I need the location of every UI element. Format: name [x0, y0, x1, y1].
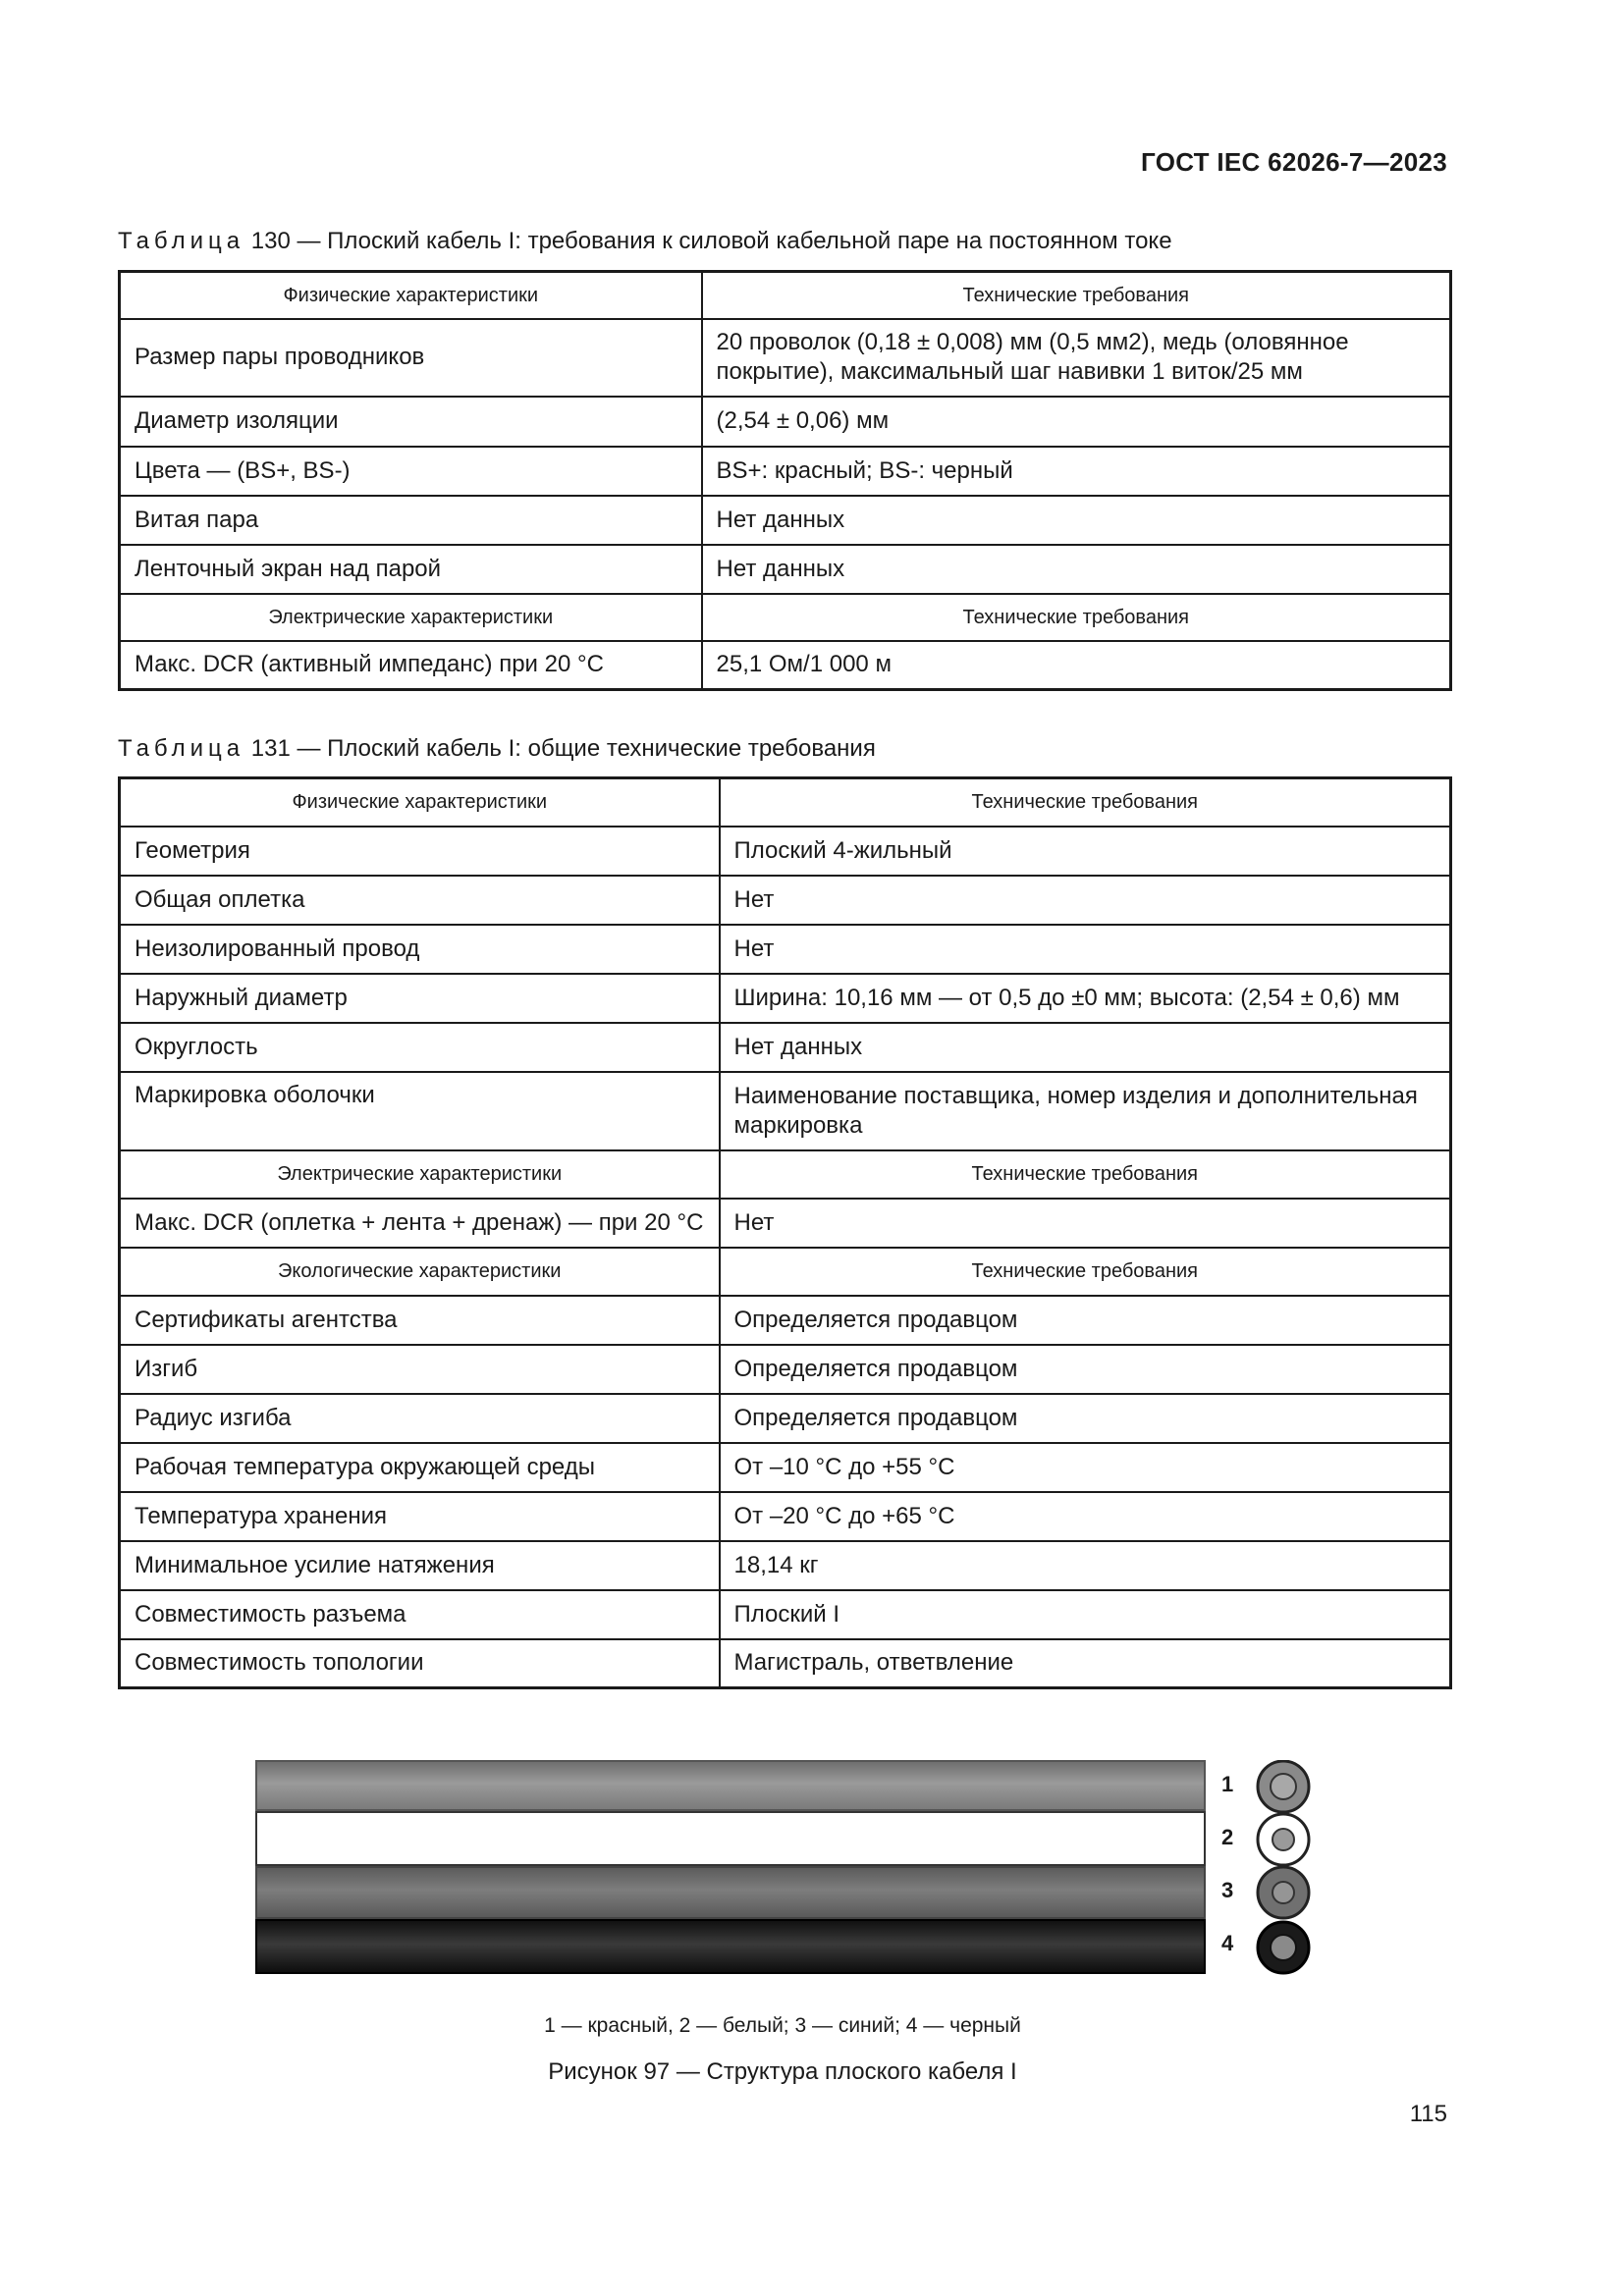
wire-4-cross-section-icon	[1258, 1922, 1309, 1973]
table-cell-name: Витая пара	[120, 496, 702, 545]
table-row	[120, 545, 1451, 594]
table-131-caption	[118, 735, 876, 763]
table-header-cell: Экологические характеристики	[120, 1248, 720, 1296]
table-header-cell: Технические требования	[720, 1248, 1451, 1296]
table-cell-name: Наружный диаметр	[120, 974, 720, 1023]
table-cell-value: Определяется продавцом	[720, 1394, 1451, 1443]
wire-3-stripe	[255, 1866, 1206, 1919]
table-cell-name: Радиус изгиба	[120, 1394, 720, 1443]
table-131-caption-label: Таблица	[118, 735, 245, 762]
table-row	[120, 1492, 1451, 1541]
table-131-subheader-row	[120, 1150, 1451, 1199]
table-cell-name: Геометрия	[120, 827, 720, 876]
table-cell-value: Плоский I	[720, 1590, 1451, 1639]
table-header-cell: Электрические характеристики	[120, 594, 702, 641]
table-cell-name: Диаметр изоляции	[120, 397, 702, 447]
table-cell-value: 18,14 кг	[720, 1541, 1451, 1590]
table-header-cell: Физические характеристики	[120, 272, 702, 319]
table-row	[120, 1443, 1451, 1492]
table-130-caption	[118, 228, 1172, 255]
table-cell-value: Нет	[720, 1199, 1451, 1248]
table-cell-value: Нет	[720, 925, 1451, 974]
table-131-subheader-row	[120, 1248, 1451, 1296]
wire-3-cross-section-icon	[1258, 1867, 1309, 1918]
table-cell-name: Температура хранения	[120, 1492, 720, 1541]
table-row	[120, 641, 1451, 690]
table-cell-name: Изгиб	[120, 1345, 720, 1394]
table-130-caption-text: 130 — Плоский кабель I: требования к силовой кабельной паре на постоянном токе	[250, 228, 1172, 254]
table-cell-value: BS+: красный; BS-: черный	[702, 447, 1451, 496]
table-cell-value: (2,54 ± 0,06) мм	[702, 397, 1451, 447]
table-header-cell: Технические требования	[702, 272, 1451, 319]
table-cell-name: Рабочая температура окружающей среды	[120, 1443, 720, 1492]
table-header-cell: Технические требования	[702, 594, 1451, 641]
table-header-cell: Технические требования	[720, 1150, 1451, 1199]
table-cell-value: Нет данных	[720, 1023, 1451, 1072]
table-row	[120, 1072, 1451, 1150]
table-cell-value: 20 проволок (0,18 ± 0,008) мм (0,5 мм2), медь (оловянное покрытие), максимальный шаг навивки 1 виток/25 мм	[702, 319, 1451, 397]
table-row	[120, 1199, 1451, 1248]
wire-1-cross-section-icon	[1258, 1761, 1309, 1812]
table-cell-name: Совместимость разъема	[120, 1590, 720, 1639]
table-cell-name: Цвета — (BS+, BS-)	[120, 447, 702, 496]
table-cell-value: Определяется продавцом	[720, 1345, 1451, 1394]
table-cell-value: Плоский 4-жильный	[720, 827, 1451, 876]
table-row	[120, 1296, 1451, 1345]
table-131-caption-text: 131 — Плоский кабель I: общие технические требования	[250, 735, 876, 762]
table-row	[120, 827, 1451, 876]
table-row	[120, 447, 1451, 496]
table-cell-name: Округлость	[120, 1023, 720, 1072]
wire-number-2: 2	[1221, 1825, 1234, 1849]
table-header-cell: Физические характеристики	[120, 778, 720, 827]
wire-4-stripe	[255, 1919, 1206, 1974]
table-cell-value: Ширина: 10,16 мм — от 0,5 до ±0 мм; высота: (2,54 ± 0,6) мм	[720, 974, 1451, 1023]
table-cell-name: Ленточный экран над парой	[120, 545, 702, 594]
table-cell-name: Макс. DCR (активный импеданс) при 20 °С	[120, 641, 702, 690]
table-cell-value: Нет	[720, 876, 1451, 925]
cable-structure-figure	[255, 1760, 1316, 1976]
table-cell-name: Минимальное усилие натяжения	[120, 1541, 720, 1590]
figure-legend: 1 — красный, 2 — белый; 3 — синий; 4 — черный	[544, 2014, 1021, 2037]
wire-2-cross-section-icon	[1258, 1814, 1309, 1865]
table-cell-name: Общая оплетка	[120, 876, 720, 925]
table-cell-value: От –10 °С до +55 °С	[720, 1443, 1451, 1492]
table-130-header-row	[120, 272, 1451, 319]
table-cell-name: Макс. DCR (оплетка + лента + дренаж) — при 20 °С	[120, 1199, 720, 1248]
table-row	[120, 1394, 1451, 1443]
table-header-cell: Технические требования	[720, 778, 1451, 827]
table-row	[120, 1590, 1451, 1639]
table-cell-name: Сертификаты агентства	[120, 1296, 720, 1345]
table-131	[118, 776, 1452, 1689]
table-cell-value: Нет данных	[702, 545, 1451, 594]
wire-1-stripe	[255, 1760, 1206, 1811]
table-130	[118, 270, 1452, 691]
table-130-caption-label: Таблица	[118, 228, 245, 254]
wire-cross-sections	[1255, 1760, 1312, 1976]
table-131-header-row	[120, 778, 1451, 827]
table-cell-name: Размер пары проводников	[120, 319, 702, 397]
table-cell-value: Наименование поставщика, номер изделия и дополнительная маркировка	[720, 1072, 1451, 1150]
table-cell-value: Определяется продавцом	[720, 1296, 1451, 1345]
table-row	[120, 496, 1451, 545]
table-row	[120, 925, 1451, 974]
table-row	[120, 974, 1451, 1023]
wire-number-4: 4	[1221, 1931, 1234, 1955]
table-cell-value: 25,1 Ом/1 000 м	[702, 641, 1451, 690]
table-row	[120, 1639, 1451, 1688]
table-row	[120, 876, 1451, 925]
table-row	[120, 1541, 1451, 1590]
table-cell-name: Совместимость топологии	[120, 1639, 720, 1688]
table-row	[120, 1023, 1451, 1072]
page-number: 115	[1409, 2101, 1447, 2127]
table-row	[120, 319, 1451, 397]
table-row	[120, 1345, 1451, 1394]
table-130-subheader-row	[120, 594, 1451, 641]
wire-number-3: 3	[1221, 1878, 1234, 1902]
document-id: ГОСТ IEC 62026-7—2023	[1141, 147, 1447, 177]
table-cell-value: Магистраль, ответвление	[720, 1639, 1451, 1688]
table-cell-name: Неизолированный провод	[120, 925, 720, 974]
table-header-cell: Электрические характеристики	[120, 1150, 720, 1199]
table-cell-name: Маркировка оболочки	[120, 1072, 720, 1150]
table-cell-value: От –20 °С до +65 °С	[720, 1492, 1451, 1541]
table-cell-value: Нет данных	[702, 496, 1451, 545]
figure-title: Рисунок 97 — Структура плоского кабеля I	[548, 2058, 1017, 2085]
table-row	[120, 397, 1451, 447]
wire-number-1: 1	[1221, 1772, 1234, 1796]
wire-2-stripe	[255, 1811, 1206, 1866]
